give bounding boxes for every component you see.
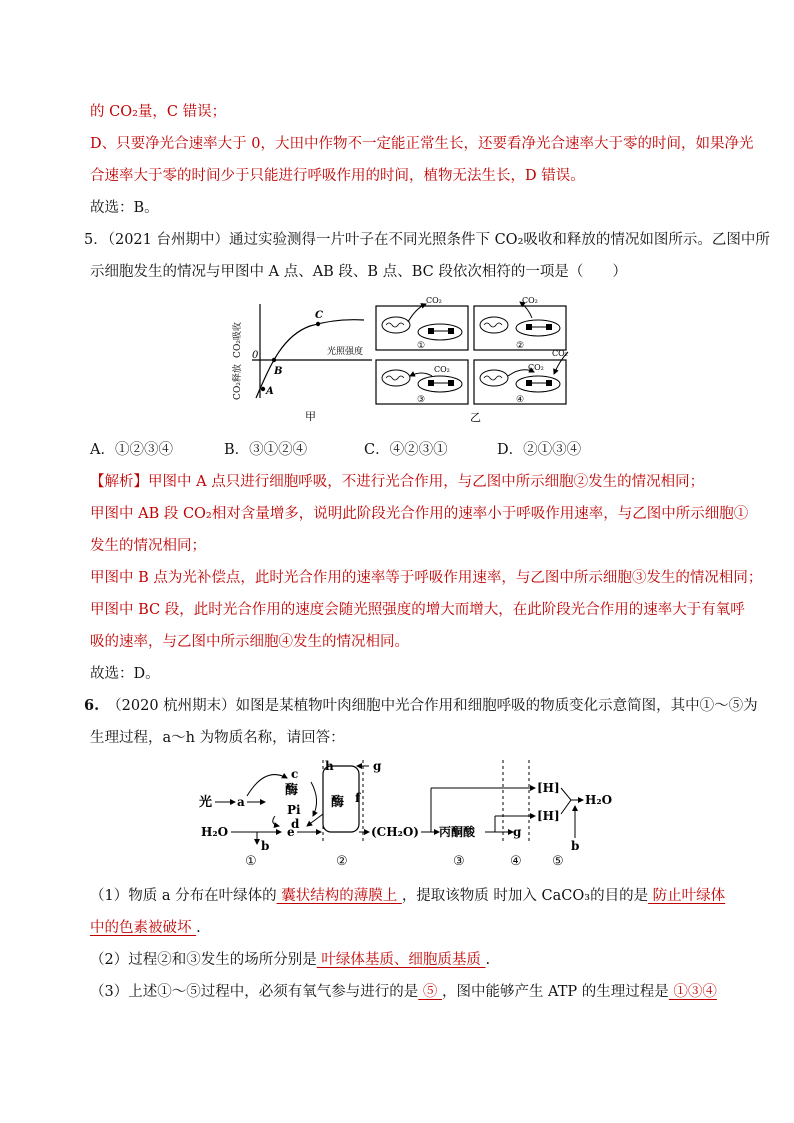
q5-option-a: A．①②③④ <box>90 442 173 458</box>
q5-analysis-6: 吸的速率，与乙图中所示细胞④发生的情况相同。 <box>90 634 409 650</box>
diag-step-3: ③ <box>453 854 465 869</box>
q6-stem-text: （2020 杭州期末）如图是某植物叶肉细胞中光合作用和细胞呼吸的物质变化示意简图，其中①～⑤为 <box>107 698 758 714</box>
yi-cell3-co2: CO₂ <box>434 365 450 374</box>
q5-analysis-5: 甲图中 BC 段，此时光合作用的速度会随光照强度的增大而增大，在此阶段光合作用的速率大于有氧呼 <box>90 602 745 618</box>
diag-b1: b <box>261 839 270 852</box>
q5-option-c: C．④②③① <box>364 442 448 458</box>
diag-e: e <box>287 825 295 839</box>
sub1-answer-1: 囊状结构的薄膜上 <box>276 888 402 904</box>
diag-h2o: H₂O <box>201 825 229 839</box>
jia-xlabel: 光照强度 <box>327 347 364 357</box>
sub2-answer: 叶绿体基质、细胞质基质 <box>316 952 486 968</box>
diag-h: h <box>325 760 334 773</box>
sub3-text-a: （3）上述①～⑤过程中，必须有氧气参与进行的是 <box>90 984 419 1000</box>
yi-cell4-co2-outer: CO₂ <box>552 349 568 358</box>
yi-cell-1 <box>376 296 468 351</box>
diag-step-4: ④ <box>510 854 522 869</box>
yi-cell2-co2: CO₂ <box>522 296 538 305</box>
q4-answer: 故选：B。 <box>90 200 159 216</box>
q6-stem-2: 生理过程，a～h 为物质名称，请回答： <box>90 730 345 746</box>
diag-pi: Pi <box>287 803 301 817</box>
jia-ylabel-bottom: CO₂释放 <box>233 364 243 400</box>
yi-caption: 乙 <box>470 411 481 424</box>
diag-nadh-1: [H] <box>537 781 560 795</box>
q5-stem-2: 示细胞发生的情况与甲图中 A 点、AB 段、B 点、BC 段依次相符的一项是（ ） <box>90 264 627 280</box>
sub1-text-b: ，提取该物质 时加入 CaCO₃的目的是 <box>401 888 649 904</box>
diag-h2o-out: H₂O <box>585 793 613 807</box>
sub1-answer-2a: 防止叶绿体 <box>648 888 726 904</box>
q6-sub1-line1 <box>90 886 724 906</box>
sub1-end: . <box>196 920 201 936</box>
yi-cell4-co2-inner: CO₂ <box>528 363 544 372</box>
q6-number: 6. <box>84 697 100 714</box>
jia-label-a: A <box>266 386 274 397</box>
diag-c: c <box>291 767 299 781</box>
jia-label-c: C <box>315 310 323 321</box>
q6-process-diagram <box>195 760 655 852</box>
sub3-text-b: ，图中能够产生 ATP 的生理过程是 <box>441 984 669 1000</box>
jia-ylabel-top: CO₂吸收 <box>233 322 243 358</box>
q6-sub3 <box>90 982 724 1002</box>
diag-step-2: ② <box>336 854 348 869</box>
sub1-text-a: （1）物质 a 分布在叶绿体的 <box>90 888 277 904</box>
yi-cell3-num: ③ <box>417 395 426 405</box>
q5-analysis-4: 甲图中 B 点为光补偿点，此时光合作用的速率等于呼吸作用速率，与乙图中所示细胞③发生的情况相同； <box>90 570 763 586</box>
jia-origin: 0 <box>252 350 259 361</box>
sub1-answer-2b: 中的色素被破坏 <box>90 920 197 936</box>
sub2-end: . <box>485 952 491 968</box>
diag-enzyme-2: 酶 <box>331 795 345 810</box>
yi-cell2-num: ② <box>516 341 525 351</box>
diag-b2: b <box>571 839 580 852</box>
diag-g1: g <box>373 760 382 773</box>
q5-answer: 故选：D。 <box>90 666 160 682</box>
point-c-dot <box>316 322 320 326</box>
diag-ch2o: (CH₂O) <box>371 825 419 839</box>
q5-analysis-3: 发生的情况相同； <box>90 538 206 554</box>
q5-figure-jia <box>230 296 380 424</box>
diag-a: a <box>237 795 245 809</box>
diag-nadh-2: [H] <box>537 809 560 823</box>
yi-cell1-co2: CO₂ <box>426 296 442 305</box>
diag-step-1: ① <box>245 854 257 869</box>
jia-label-b: B <box>274 366 283 377</box>
q5-analysis-1 <box>90 472 724 492</box>
q6-sub2 <box>90 950 724 970</box>
analysis-text-1: 甲图中 A 点只进行细胞呼吸，不进行光合作用，与乙图中所示细胞②发生的情况相同； <box>148 474 705 490</box>
q4-line-1: 的 CO₂量，C 错误； <box>90 104 227 120</box>
q6-sub1-line2 <box>90 918 724 938</box>
sub3-answer-1: ⑤ <box>418 984 442 1000</box>
sub3-answer-2: ①③④ <box>668 984 717 1000</box>
yi-cell1-num: ① <box>417 341 426 351</box>
q5-option-d: D．②①③④ <box>497 442 582 458</box>
q5-analysis-2: 甲图中 AB 段 CO₂相对含量增多，说明此阶段光合作用的速率小于呼吸作用速率，与乙图中所示细胞① <box>90 506 749 522</box>
q4-line-2: D、只要净光合速率大于 0，大田中作物不一定能正常生长，还要看净光合速率大于零的时间，如果净光 <box>90 136 754 152</box>
q4-line-3: 合速率大于零的时间少于只能进行呼吸作用的时间，植物无法生长，D 错误。 <box>90 168 585 184</box>
jia-caption: 甲 <box>305 410 316 423</box>
yi-cell4-num: ④ <box>516 395 525 405</box>
analysis-tag: 【解析】 <box>90 474 148 490</box>
diag-enzyme-1: 酶 <box>285 783 299 798</box>
sub2-text: （2）过程②和③发生的场所分别是 <box>90 952 317 968</box>
diag-f: f <box>355 791 361 805</box>
diag-g2: g <box>513 825 522 839</box>
q5-figure-yi <box>372 292 572 424</box>
point-b-dot <box>272 358 276 362</box>
diag-light: 光 <box>199 795 213 810</box>
point-a-dot <box>261 387 265 391</box>
yi-cell-2 <box>474 296 566 351</box>
q6-stem-1 <box>84 696 758 716</box>
diag-d: d <box>291 817 300 831</box>
yi-cell-4 <box>474 349 568 405</box>
diag-step-5: ⑤ <box>552 854 564 869</box>
diag-pyruvate: 丙酮酸 <box>439 825 476 839</box>
q5-option-b: B．③①②④ <box>224 442 308 458</box>
yi-cell-3 <box>376 360 468 405</box>
q5-stem-1: 5．（2021 台州期中）通过实验测得一片叶子在不同光照条件下 CO₂吸收和释放的情况如图所示。乙图中所 <box>84 232 770 248</box>
